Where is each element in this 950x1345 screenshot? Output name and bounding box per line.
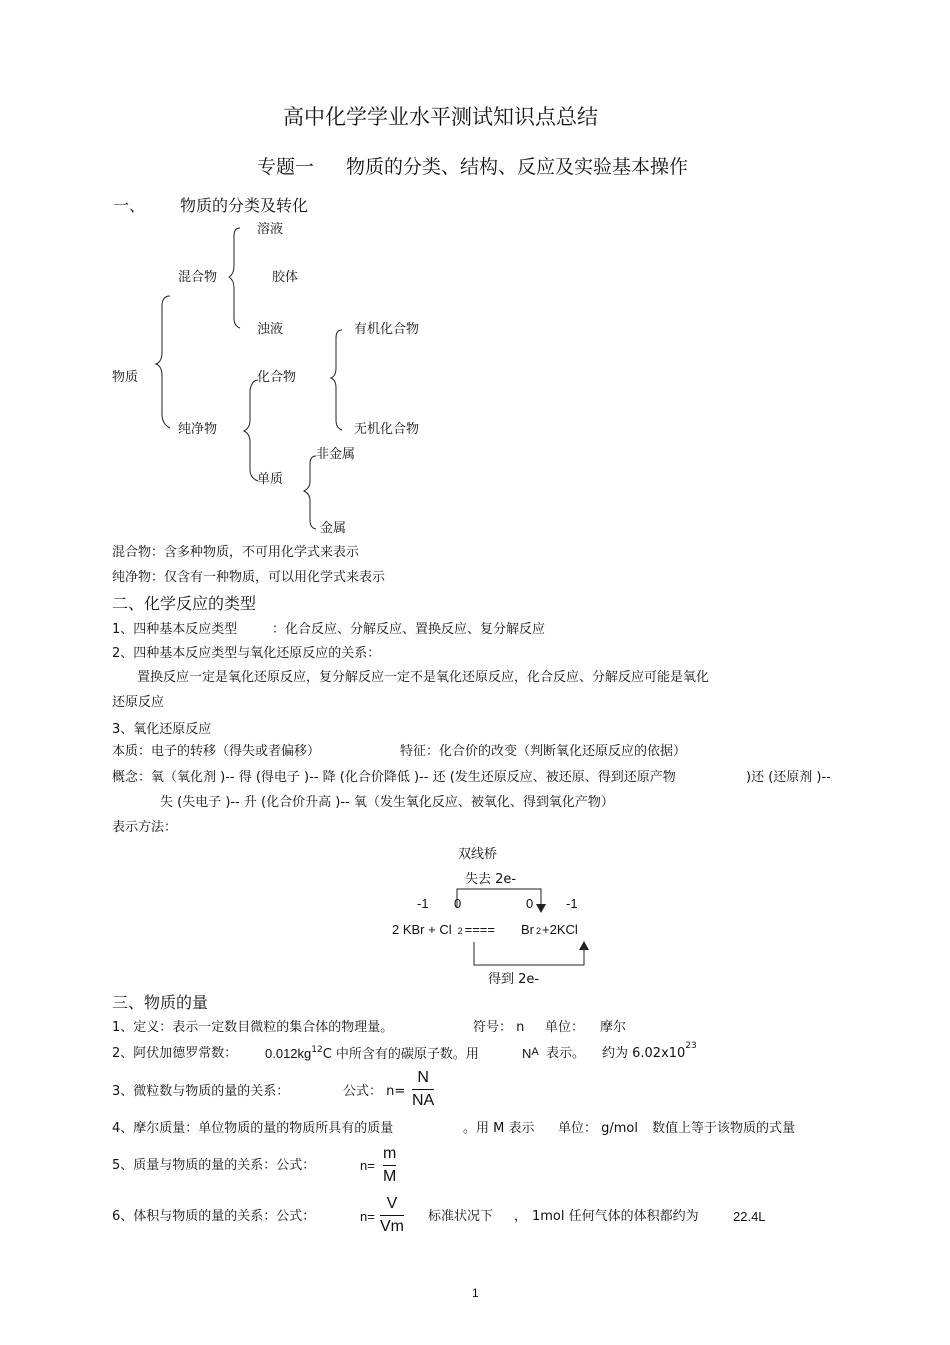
fraction-numerator: N (417, 1069, 429, 1086)
equation-left: 2 KBr + Cl (392, 922, 452, 937)
arrow-bottom-head (579, 941, 589, 950)
s3-d1-label: 1、定义：表示一定数目微粒的集合体的物理量。 (112, 1020, 394, 1035)
s3-d5-label: 5、质量与物质的量的关系：公式： (112, 1158, 316, 1173)
section1-heading: 物质的分类及转化 (180, 196, 309, 215)
fraction-denominator: Vm (380, 1218, 404, 1235)
topic-title: 专题一 物质的分类、结构、反应及实验基本操作 (257, 156, 689, 178)
s3-d2-exp: 23 (685, 1041, 697, 1051)
fraction-bar (380, 1215, 404, 1216)
tree-solution: 溶液 (257, 222, 284, 237)
s2-concept-b: 失 (失电子 )-- 升 (化合价升高 )-- 氧（发生氧化反应、被氧化、得到氧化产物） (160, 795, 614, 810)
s2-item1-label: 1、四种基本反应类型 (112, 622, 238, 637)
s3-d6-label: 6、体积与物质的量的关系：公式： (112, 1209, 316, 1224)
tree-colloid: 胶体 (272, 270, 299, 285)
s3-d4-d: 数值上等于该物质的式量 (652, 1121, 796, 1136)
s3-d2-b: C 中所含有的碳原子数。用 (322, 1047, 479, 1062)
s3-d6-value: 22.4L (733, 1209, 766, 1224)
tree-element: 单质 (257, 472, 284, 487)
s2-item3: 3、氧化还原反应 (112, 722, 212, 737)
tree-pure: 纯净物 (178, 422, 218, 437)
bridge-title: 双线桥 (458, 847, 498, 862)
s3-d2-approx-text: 约为 6.02x10 (602, 1046, 686, 1061)
fraction-m-m (383, 1144, 396, 1187)
fraction-n-na (412, 1068, 434, 1111)
fraction-numerator: m (383, 1145, 397, 1162)
def-pure: 纯净物：仅含有一种物质，可以用化学式来表示 (112, 570, 386, 585)
tree-metal: 金属 (320, 521, 347, 536)
s2-essence: 本质：电子的转移（得失或者偏移） (112, 744, 321, 759)
section3-heading: 三、物质的量 (112, 993, 209, 1012)
bridge-bottom-line (474, 942, 584, 965)
section2-heading: 二、化学反应的类型 (112, 594, 257, 613)
def-mixture: 混合物：含多种物质，不可用化学式来表示 (112, 545, 360, 560)
equation-right-a: Br (521, 922, 534, 937)
s3-d2-sup: 12 (311, 1045, 323, 1055)
s3-d1-unit-label: 单位： (545, 1020, 585, 1035)
tree-root: 物质 (112, 370, 139, 385)
fraction-v-vm (380, 1194, 404, 1237)
s3-d6-comma: ， (514, 1209, 528, 1224)
s3-d6-text: 1mol 任何气体的体积都约为 (532, 1209, 699, 1224)
tree-organic: 有机化合物 (354, 322, 420, 337)
brace-compound (331, 330, 342, 430)
s3-d2-text (265, 1046, 479, 1063)
s2-method: 表示方法： (112, 820, 178, 835)
s3-d2-na-symbol: N (522, 1046, 532, 1061)
s3-d2-approx (602, 1041, 697, 1062)
fraction-bar (412, 1089, 434, 1090)
brace-root (156, 296, 170, 428)
section1-number: 一、 (113, 196, 146, 215)
equation-sub-right: 2 (536, 926, 542, 936)
s3-d1-symbol: 符号： n (473, 1020, 525, 1035)
fraction-denominator: M (383, 1168, 397, 1185)
s3-d4-c: 单位： g/mol (558, 1121, 638, 1136)
s3-d5-n: n= (360, 1158, 375, 1173)
s3-d2-mass: 0.012kg (265, 1046, 312, 1061)
brace-pure (244, 380, 258, 481)
tree-compound: 化合物 (257, 370, 297, 385)
fraction-numerator: V (386, 1195, 398, 1212)
s2-item2-text-a: 置换反应一定是氧化还原反应，复分解反应一定不是氧化还原反应，化合反应、分解反应可能是氧化 (137, 670, 710, 685)
tree-nonmetal: 非金属 (316, 447, 356, 462)
page-title: 高中化学学业水平测试知识点总结 (283, 105, 598, 129)
equation-right-b: +2KCl (542, 922, 578, 937)
s3-d1-unit: 摩尔 (600, 1020, 627, 1035)
valence-1: -1 (417, 896, 429, 911)
s2-item2: 2、四种基本反应类型与氧化还原反应的关系： (112, 646, 381, 661)
bridge-gain: 得到 2e- (488, 972, 540, 987)
s3-d2-na (522, 1046, 539, 1063)
equation-sub-left: 2 (457, 926, 463, 936)
tree-inorganic: 无机化合物 (354, 422, 420, 437)
s3-d2-label: 2、阿伏加德罗常数： (112, 1046, 238, 1061)
tree-turbid: 浊液 (257, 322, 284, 337)
s3-d6-cond: 标准状况下 (428, 1209, 494, 1224)
s3-d4-b: 。用 M 表示 (463, 1121, 535, 1136)
s3-d2-na-sub: A (531, 1046, 539, 1058)
page-number: 1 (472, 1286, 479, 1300)
valence-4: -1 (566, 896, 578, 911)
valence-3: 0 (526, 896, 534, 911)
valence-2: 0 (454, 896, 462, 911)
s2-concept-a: 概念：氧（氧化剂 )-- 得 (得电子 )-- 降 (化合价降低 )-- 还 (发生还原反应、被还原、得到还原产物 (112, 770, 676, 785)
equation (392, 922, 578, 939)
bridge-lose: 失去 2e- (465, 872, 517, 887)
s2-item1-value: ：化合反应、分解反应、置换反应、复分解反应 (272, 622, 546, 637)
s2-feature: 特征：化合价的改变（判断氧化还原反应的依据） (400, 744, 687, 759)
brace-element (304, 456, 316, 529)
s3-d3-formula: 公式： n= (343, 1084, 406, 1099)
arrow-top-head (536, 904, 546, 913)
brace-mixture (229, 228, 240, 328)
s3-d2-c: 表示。 (546, 1046, 586, 1061)
tree-mixture: 混合物 (178, 270, 218, 285)
fraction-denominator: NA (412, 1092, 435, 1109)
s2-item2-text-b: 还原反应 (112, 695, 165, 710)
s3-d3-label: 3、微粒数与物质的量的关系： (112, 1084, 290, 1099)
s3-d6-n: n= (360, 1209, 375, 1224)
s3-d4-a: 4、摩尔质量：单位物质的量的物质所具有的质量 (112, 1121, 394, 1136)
equation-equals: ==== (464, 922, 495, 937)
fraction-bar (383, 1165, 396, 1166)
s2-concept-a2: )还 (还原剂 )-- (746, 770, 831, 785)
